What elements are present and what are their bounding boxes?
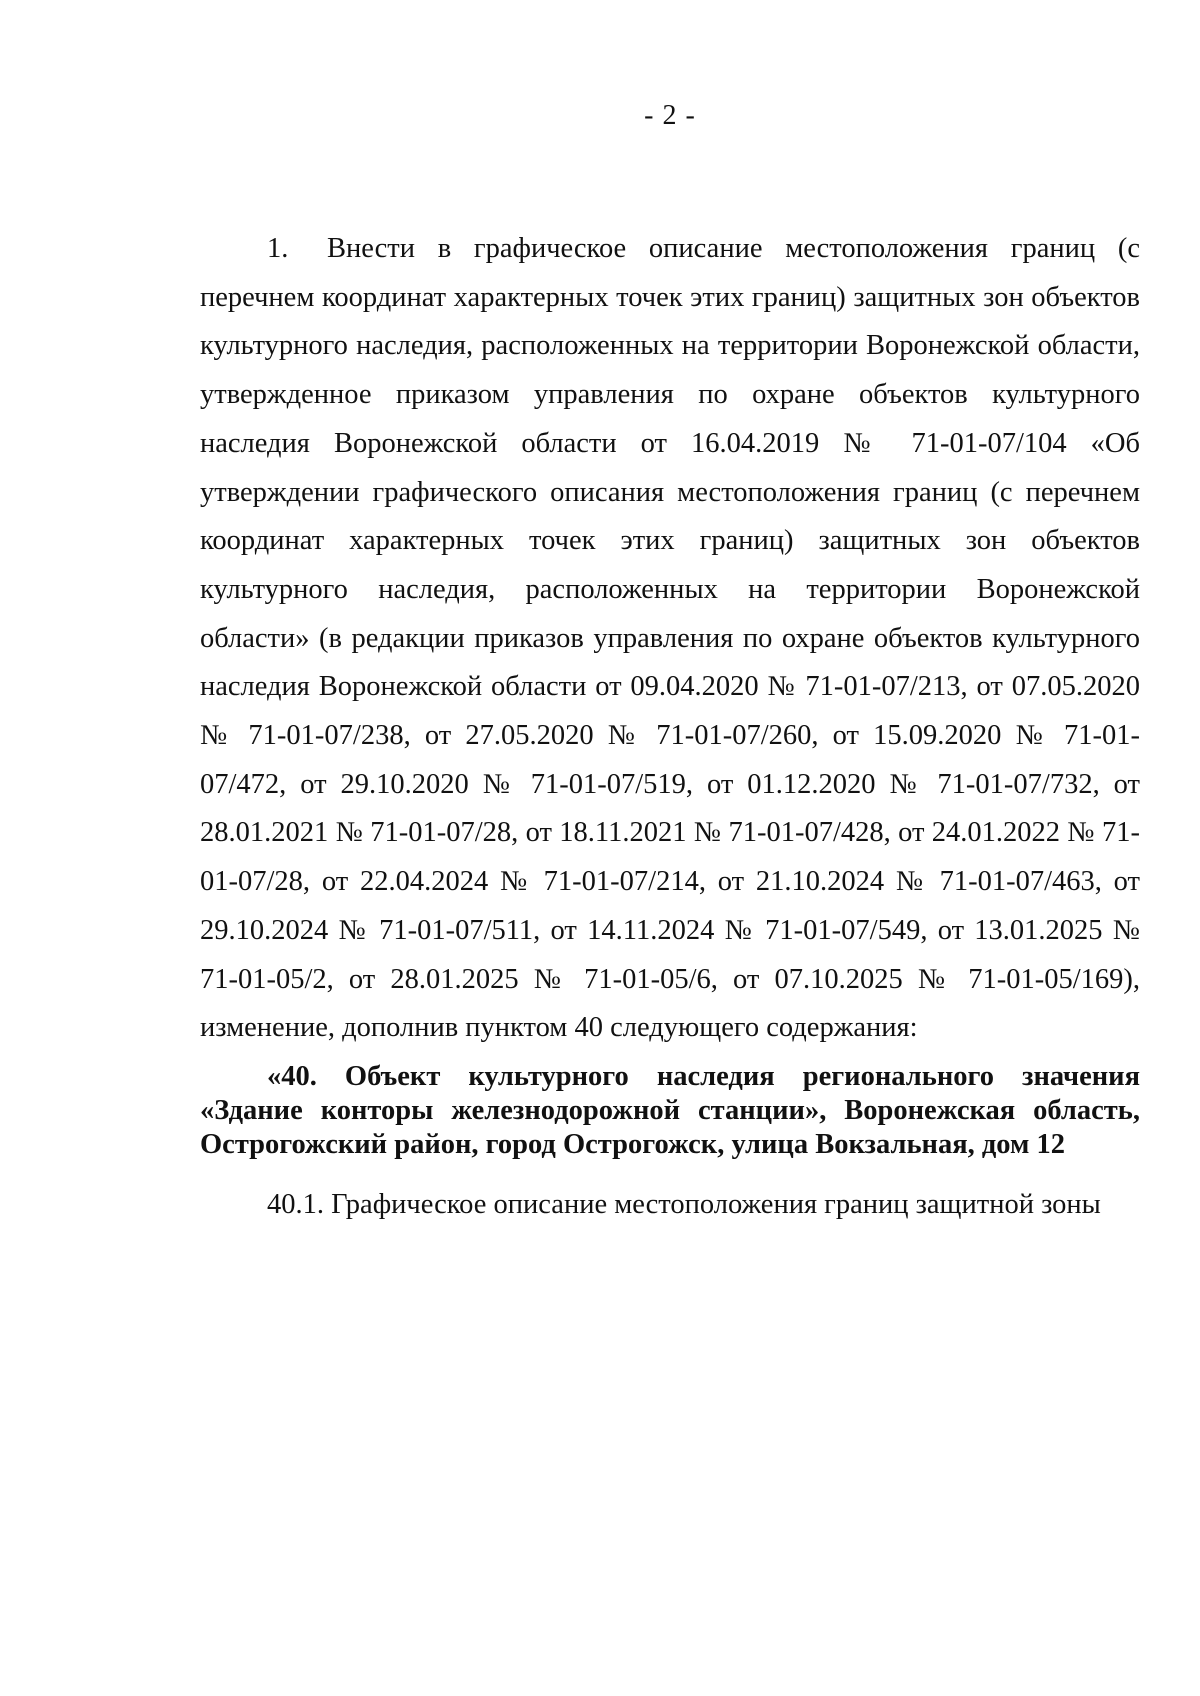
subitem-40-1: 40.1. Графическое описание местоположения границ защитной зоны — [267, 1189, 1101, 1220]
section-1-paragraph — [200, 225, 1140, 1053]
section-1-number: 1. — [267, 233, 289, 264]
page-number: - 2 - — [644, 100, 696, 131]
object-40-heading: «40. Объект культурного наследия регионального значения «Здание конторы железнодорожной станции», Воронежская область, Острогожский район, город Острогожск, улица Вокзальная, дом 12 — [200, 1061, 1140, 1160]
section-1-text: Внести в графическое описание местоположения границ (с перечнем координат характерных точек этих границ) защитных зон объектов культурного наследия, расположенных на территории Воронежской области, утвержденное приказом управления по охране объектов культурного наследия Воронежской области от 16.04.2019 № 71-01-07/104 «Об утверждении графического описания местоположения границ (с перечнем координат характерных точек этих границ) защитных зон объектов культурного наследия, расположенных на территории Воронежской области» (в редакции приказов управления по охране объектов культурного наследия Воронежской области от 09.04.2020 № 71-01-07/213, от 07.05.2020 № 71-01-07/238, от 27.05.2020 № 71-01-07/260, от 15.09.2020 № 71-01-07/472, от 29.10.2020 № 71-01-07/519, от 01.12.2020 № 71-01-07/732, от 28.01.2021 № 71-01-07/28, от 18.11.2021 № 71-01-07/428, от 24.01.2022 № 71-01-07/28, от 22.04.2024 № 71-01-07/214, от 21.10.2024 № 71-01-07/463, от 29.10.2024 № 71-01-07/511, от 14.11.2024 № 71-01-07/549, от 13.01.2025 № 71-01-05/2, от 28.01.2025 № 71-01-05/6, от 07.10.2025 № 71-01-05/169), изменение, дополнив пунктом 40 следующего содержания: — [200, 233, 1140, 1044]
